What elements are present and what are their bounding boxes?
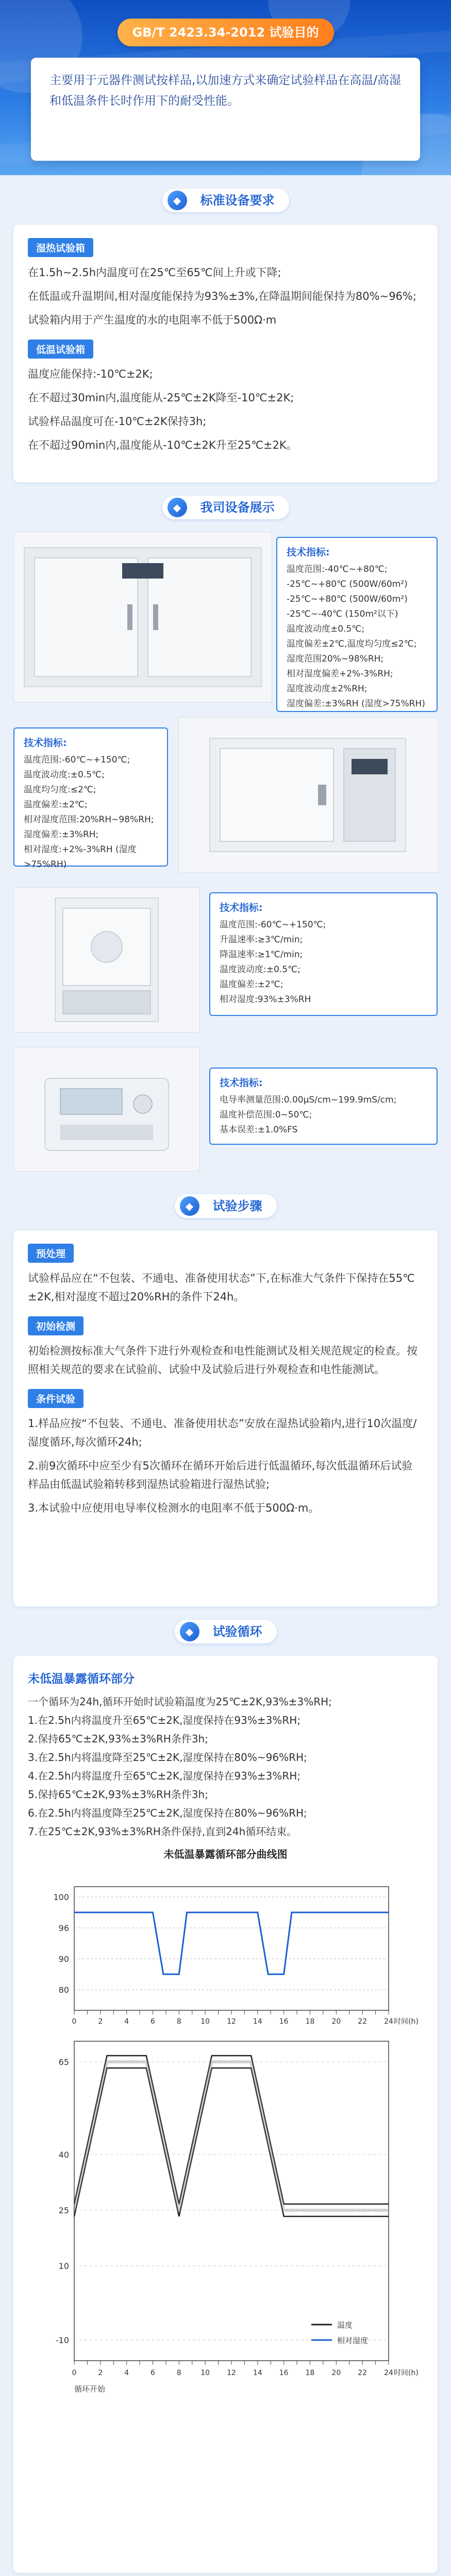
hour-tick-label: 20 bbox=[331, 2018, 341, 2026]
spec-title: 技术指标: bbox=[220, 1077, 263, 1089]
cycle-part1-title: 未低温暴露循环部分 bbox=[28, 1672, 135, 1686]
hour-tick-label: 14 bbox=[253, 2018, 262, 2026]
cycle-chart-1 bbox=[28, 1866, 421, 2433]
hour-tick-label: 10 bbox=[201, 2369, 210, 2377]
spec-line: 温度范围:-40℃~+80℃; bbox=[287, 564, 388, 574]
spec-line: 基本误差:±1.0%FS bbox=[220, 1125, 298, 1135]
section-bullet-icon: ◆ bbox=[168, 498, 187, 517]
conductivity-meter-illustration bbox=[14, 1047, 199, 1171]
humidity-tick-label: 80 bbox=[58, 1985, 69, 1995]
equipment-photo-humidity-chamber bbox=[13, 532, 272, 703]
spec-line: 温度波动度:±0.5℃; bbox=[220, 964, 300, 975]
hour-tick-label: 12 bbox=[227, 2369, 236, 2377]
cycle-line: 1.在2.5h内将温度升至65℃±2K,湿度保持在93%±3%RH; bbox=[28, 1714, 301, 1726]
humidity-chamber-illustration bbox=[14, 532, 272, 702]
cycle-line: 3.在2.5h内将温度降至25℃±2K,湿度保持在80%~96%RH; bbox=[28, 1751, 307, 1764]
hour-tick-label: 16 bbox=[279, 2018, 289, 2026]
section-title: 我司设备展示 bbox=[200, 500, 275, 515]
hour-tick-label: 4 bbox=[124, 2369, 129, 2377]
section-header-steps bbox=[0, 1181, 451, 1230]
step-line: 1.样品应按“不包装、不通电、准备使用状态”安放在湿热试验箱内,进行10次温度/湿度循环,每次循环24h; bbox=[28, 1417, 417, 1448]
hour-tick-label: 6 bbox=[151, 2018, 155, 2026]
hour-tick-label: 24 bbox=[384, 2018, 393, 2026]
spec-line: -25℃~-40℃ (150m²以下) bbox=[287, 609, 398, 619]
standard-line: 试验样品温度可在-10℃±2K保持3h; bbox=[28, 415, 207, 428]
chip-initial-test: 初始检测 bbox=[28, 1316, 83, 1335]
equipment-gallery bbox=[13, 532, 438, 1181]
hour-tick-label: 16 bbox=[279, 2369, 289, 2377]
spec-line: 相对湿度偏差+2%-3%RH; bbox=[287, 669, 393, 679]
hour-tick-label: 8 bbox=[176, 2018, 181, 2026]
section-header-equipment bbox=[0, 482, 451, 532]
section-title: 标准设备要求 bbox=[200, 193, 275, 208]
spec-title: 技术指标: bbox=[287, 547, 330, 558]
cycle-part1-card bbox=[13, 1656, 438, 2573]
standard-line: 在不超过90min内,温度能从-10℃±2K升至25℃±2K。 bbox=[28, 439, 297, 451]
cycle-line: 7.在25℃±2K,93%±3%RH条件保持,直到24h循环结束。 bbox=[28, 1825, 297, 1838]
equipment-photo-low-temp-chamber bbox=[178, 717, 439, 873]
hour-tick-label: 0 bbox=[72, 2018, 77, 2026]
cycle-line: 5.保持65℃±2K,93%±3%RH条件3h; bbox=[28, 1788, 208, 1801]
chip-pretreatment: 预处理 bbox=[28, 1244, 74, 1263]
hero-tag: GB/T 2423.34-2012 试验目的 bbox=[118, 19, 334, 46]
section-header-cycle bbox=[0, 1606, 451, 1656]
spec-line: 相对湿度:+2%-3%RH (湿度>75%RH) bbox=[24, 844, 137, 870]
chip-conditioning: 条件试验 bbox=[28, 1389, 83, 1408]
standard-line: 在低温或升温期间,相对湿度能保持为93%±3%,在降温期间能保持为80%~96%; bbox=[28, 290, 416, 302]
cycle-line: 6.在2.5h内将温度降至25℃±2K,湿度保持在80%~96%RH; bbox=[28, 1807, 307, 1819]
chart-title-1: 未低温暴露循环部分曲线图 bbox=[163, 1848, 288, 1860]
temperature-tick-label: 10 bbox=[58, 2261, 69, 2271]
spec-line: -25℃~+80℃ (500W/60m²) bbox=[287, 594, 408, 604]
temperature-tick-label: 40 bbox=[58, 2150, 69, 2160]
steps-card bbox=[13, 1230, 438, 1606]
spec-box-4 bbox=[209, 1067, 438, 1145]
cycle-line: 4.在2.5h内将温度升至65℃±2K,湿度保持在93%±3%RH; bbox=[28, 1770, 301, 1782]
hour-tick-label: 4 bbox=[124, 2018, 129, 2026]
spec-title: 技术指标: bbox=[220, 902, 263, 913]
legend-humidity-label: 相对湿度 bbox=[337, 2336, 369, 2345]
temperature-tick-label: 65 bbox=[58, 2057, 69, 2067]
standard-card bbox=[13, 225, 438, 482]
spec-line: -25℃~+80℃ (500W/60m²) bbox=[287, 579, 408, 589]
equipment-photo-cyclic-chamber bbox=[13, 887, 200, 1032]
standard-line: 温度应能保持:-10℃±2K; bbox=[28, 368, 153, 380]
spec-line: 湿度范围20%~98%RH; bbox=[287, 654, 384, 664]
temperature-tick-label: 25 bbox=[58, 2206, 69, 2215]
hour-tick-label: 18 bbox=[305, 2369, 315, 2377]
spec-line: 温度波动度:±0.5℃; bbox=[24, 770, 105, 780]
low-temp-chamber-illustration bbox=[179, 718, 438, 872]
spec-line: 温度均匀度:≤2℃; bbox=[24, 785, 96, 795]
hour-tick-label: 2 bbox=[98, 2018, 103, 2026]
spec-line: 湿度偏差:±3%RH (湿度>75%RH) bbox=[287, 699, 425, 709]
time-axis-label: 时间(h) bbox=[394, 2369, 419, 2377]
section-header-standard bbox=[0, 175, 451, 225]
temperature-plot-frame bbox=[74, 2041, 389, 2361]
chip-low-temp-chamber: 低温试验箱 bbox=[28, 340, 93, 359]
hour-tick-label: 18 bbox=[305, 2018, 315, 2026]
section-bullet-icon: ◆ bbox=[180, 1196, 199, 1216]
spec-line: 温度范围:-60℃~+150℃; bbox=[24, 755, 130, 765]
humidity-tick-label: 100 bbox=[53, 1892, 69, 1902]
standard-line: 在1.5h~2.5h内温度可在25℃至65℃间上升或下降; bbox=[28, 266, 281, 279]
hour-tick-label: 2 bbox=[98, 2369, 103, 2377]
step-line: 2.前9次循环中应至少有5次循环在循环开始后进行低温循环,每次低温循环后试验样品由低温试验箱转移到湿热试验箱进行湿热试验; bbox=[28, 1460, 413, 1490]
section-bullet-icon: ◆ bbox=[168, 191, 187, 210]
spec-line: 湿度波动度±2%RH; bbox=[287, 684, 368, 694]
humidity-plot-frame bbox=[74, 1887, 389, 2010]
spec-line: 电导率测量范围:0.00μS/cm~199.9mS/cm; bbox=[220, 1095, 397, 1105]
section-title: 试验循环 bbox=[212, 1624, 262, 1639]
cyclic-chamber-illustration bbox=[14, 888, 199, 1032]
hour-tick-label: 12 bbox=[227, 2018, 236, 2026]
spec-line: 相对湿度:93%±3%RH bbox=[220, 994, 311, 1005]
cycle-line: 一个循环为24h,循环开始时试验箱温度为25℃±2K,93%±3%RH; bbox=[28, 1696, 332, 1708]
spec-line: 相对湿度范围:20%RH~98%RH; bbox=[24, 815, 154, 825]
chip-humidity-chamber: 湿热试验箱 bbox=[28, 238, 93, 257]
spec-line: 温度波动度±0.5℃; bbox=[287, 624, 365, 634]
spec-title: 技术指标: bbox=[24, 737, 67, 749]
hour-tick-label: 10 bbox=[201, 2018, 210, 2026]
hour-tick-label: 6 bbox=[151, 2369, 155, 2377]
hour-tick-label: 14 bbox=[253, 2369, 262, 2377]
hour-tick-label: 22 bbox=[358, 2018, 368, 2026]
spec-line: 温度偏差±2℃,温度均匀度≤2℃; bbox=[287, 639, 417, 649]
hour-tick-label: 0 bbox=[72, 2369, 77, 2377]
spec-line: 降温速率:≥1℃/min; bbox=[220, 950, 303, 960]
spec-line: 温度偏差:±2℃; bbox=[220, 979, 283, 990]
legend-temperature-label: 温度 bbox=[337, 2320, 353, 2330]
spec-line: 湿度偏差:±3%RH; bbox=[24, 829, 99, 840]
standard-line: 在不超过30min内,温度能从-25℃±2K降至-10℃±2K; bbox=[28, 392, 294, 404]
cycle-line: 2.保持65℃±2K,93%±3%RH条件3h; bbox=[28, 1733, 208, 1745]
step-paragraph: 初始检测按标准大气条件下进行外观检查和电性能测试及相关规范规定的检查。按照相关规范的要求在试验前、试验中及试验后进行外观检查和电性能测试。 bbox=[28, 1345, 417, 1376]
spec-line: 温度偏差:±2℃; bbox=[24, 800, 88, 810]
spec-line: 温度范围:-60℃~+150℃; bbox=[220, 920, 326, 930]
hour-tick-label: 24 bbox=[384, 2369, 393, 2377]
spec-line: 温度补偿范围:0~50℃; bbox=[220, 1110, 312, 1120]
spec-box-3 bbox=[209, 892, 438, 1016]
step-line: 3.本试验中应使用电导率仪检测水的电阻率不低于500Ω·m。 bbox=[28, 1502, 320, 1514]
spec-box-2 bbox=[13, 727, 168, 870]
temperature-tick-label: -10 bbox=[55, 2335, 69, 2345]
spec-line: 升温速率:≥3℃/min; bbox=[220, 935, 303, 945]
standard-line: 试验箱内用于产生温度的水的电阻率不低于500Ω·m bbox=[28, 314, 277, 326]
hour-tick-label: 22 bbox=[358, 2369, 368, 2377]
hero-description: 主要用于元器件测试按样品,以加速方式来确定试验样品在高温/高湿和低温条件长时作用下的耐受性能。 bbox=[31, 58, 420, 161]
section-title: 试验步骤 bbox=[212, 1199, 262, 1213]
humidity-tick-label: 90 bbox=[58, 1954, 69, 1964]
humidity-tick-label: 96 bbox=[58, 1923, 69, 1933]
hour-tick-label: 20 bbox=[331, 2369, 341, 2377]
spec-box-1 bbox=[276, 537, 438, 712]
section-bullet-icon: ◆ bbox=[180, 1622, 199, 1641]
step-paragraph: 试验样品应在“不包装、不通电、准备使用状态”下,在标准大气条件下保持在55℃±2K,相对湿度不超过20%RH的条件下24h。 bbox=[28, 1272, 415, 1303]
time-axis-label: 时间(h) bbox=[394, 2018, 419, 2026]
cycle-start-label: 循环开始 bbox=[74, 2384, 106, 2394]
hour-tick-label: 8 bbox=[176, 2369, 181, 2377]
hero-banner bbox=[0, 0, 451, 175]
equipment-photo-conductivity-meter bbox=[13, 1047, 200, 1172]
